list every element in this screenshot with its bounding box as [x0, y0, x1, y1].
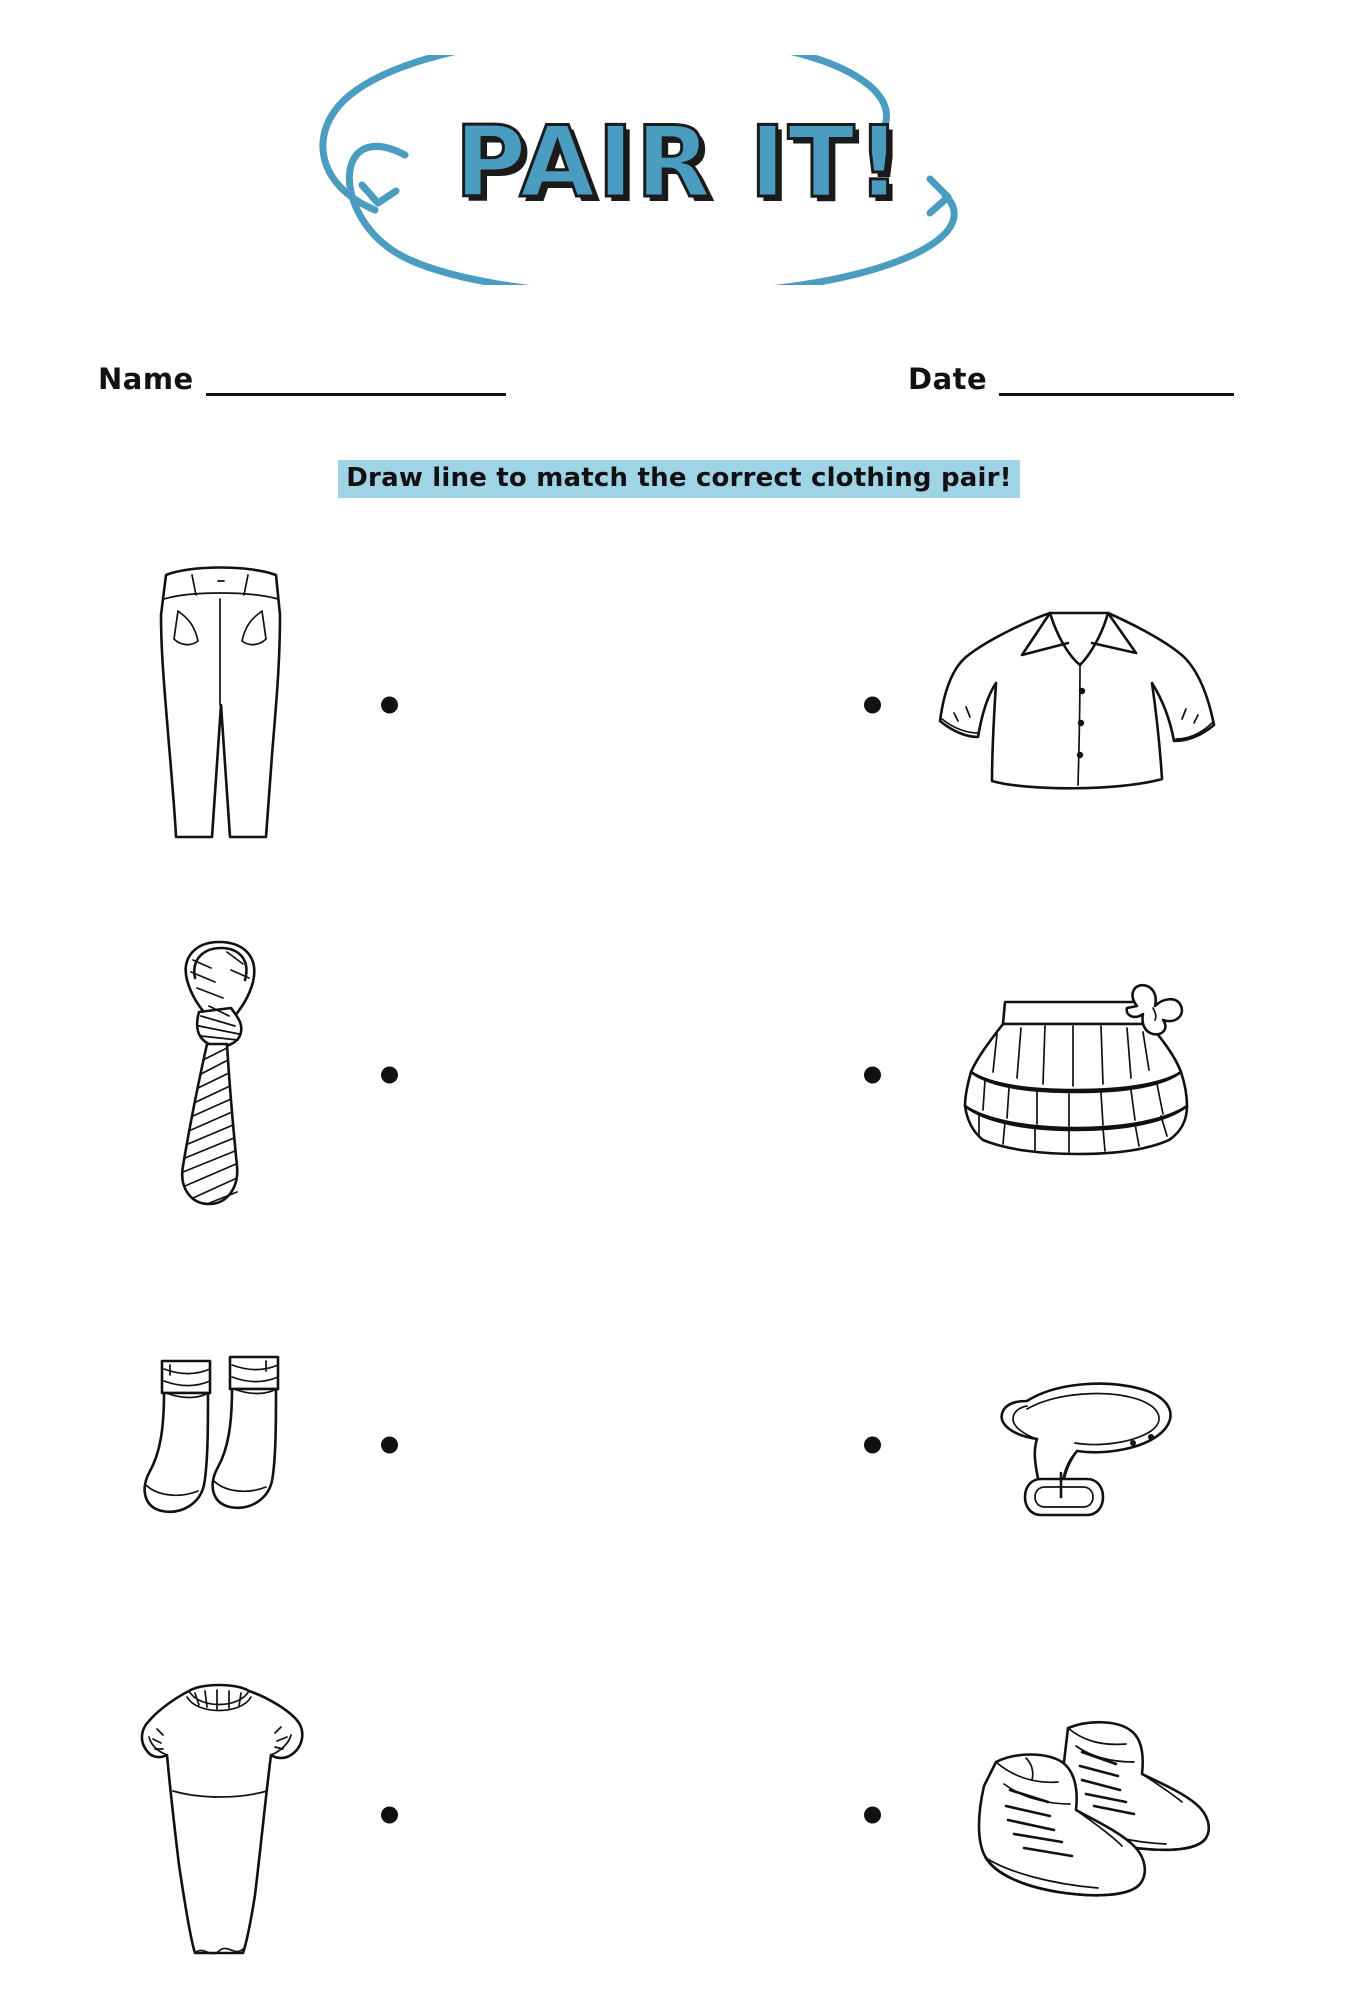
connector-dot-right[interactable] [864, 1067, 881, 1084]
matching-row [0, 520, 1358, 890]
instruction-text: Draw line to match the correct clothing pair! [338, 460, 1019, 498]
left-item-socks[interactable] [60, 1260, 380, 1630]
page-title: PAIR IT! [454, 106, 904, 220]
matching-row [0, 890, 1358, 1260]
connector-dot-left[interactable] [381, 1437, 398, 1454]
connector-dot-right[interactable] [864, 697, 881, 714]
matching-grid [0, 520, 1358, 2000]
connector-dot-left[interactable] [381, 1807, 398, 1824]
name-field-group [98, 362, 506, 396]
pants-icon [130, 555, 310, 855]
matching-row [0, 1630, 1358, 2000]
socks-icon [120, 1345, 320, 1545]
name-label: Name [98, 362, 194, 396]
name-date-row [0, 362, 1358, 412]
date-field-group [908, 362, 1234, 396]
connector-dot-right[interactable] [864, 1437, 881, 1454]
left-item-dress[interactable] [60, 1630, 380, 2000]
necktie-icon [135, 930, 305, 1220]
left-item-pants[interactable] [60, 520, 380, 890]
matching-row [0, 1260, 1358, 1630]
connector-dot-right[interactable] [864, 1807, 881, 1824]
worksheet-title-block [0, 55, 1358, 285]
right-item-skirt[interactable] [890, 890, 1270, 1260]
connector-dot-left[interactable] [381, 697, 398, 714]
dress-shirt-icon [930, 595, 1230, 815]
connector-dot-left[interactable] [381, 1067, 398, 1084]
right-item-belt[interactable] [890, 1260, 1270, 1630]
instruction-banner [0, 460, 1358, 498]
left-item-tie[interactable] [60, 890, 380, 1260]
right-item-shirt[interactable] [890, 520, 1270, 890]
dress-icon [95, 1665, 345, 1965]
sneakers-icon [930, 1700, 1230, 1930]
ruffled-skirt-icon [945, 980, 1215, 1170]
date-input-line[interactable] [999, 367, 1234, 396]
right-item-shoes[interactable] [890, 1630, 1270, 2000]
date-label: Date [908, 362, 988, 396]
name-input-line[interactable] [206, 367, 506, 396]
belt-icon [965, 1365, 1195, 1525]
